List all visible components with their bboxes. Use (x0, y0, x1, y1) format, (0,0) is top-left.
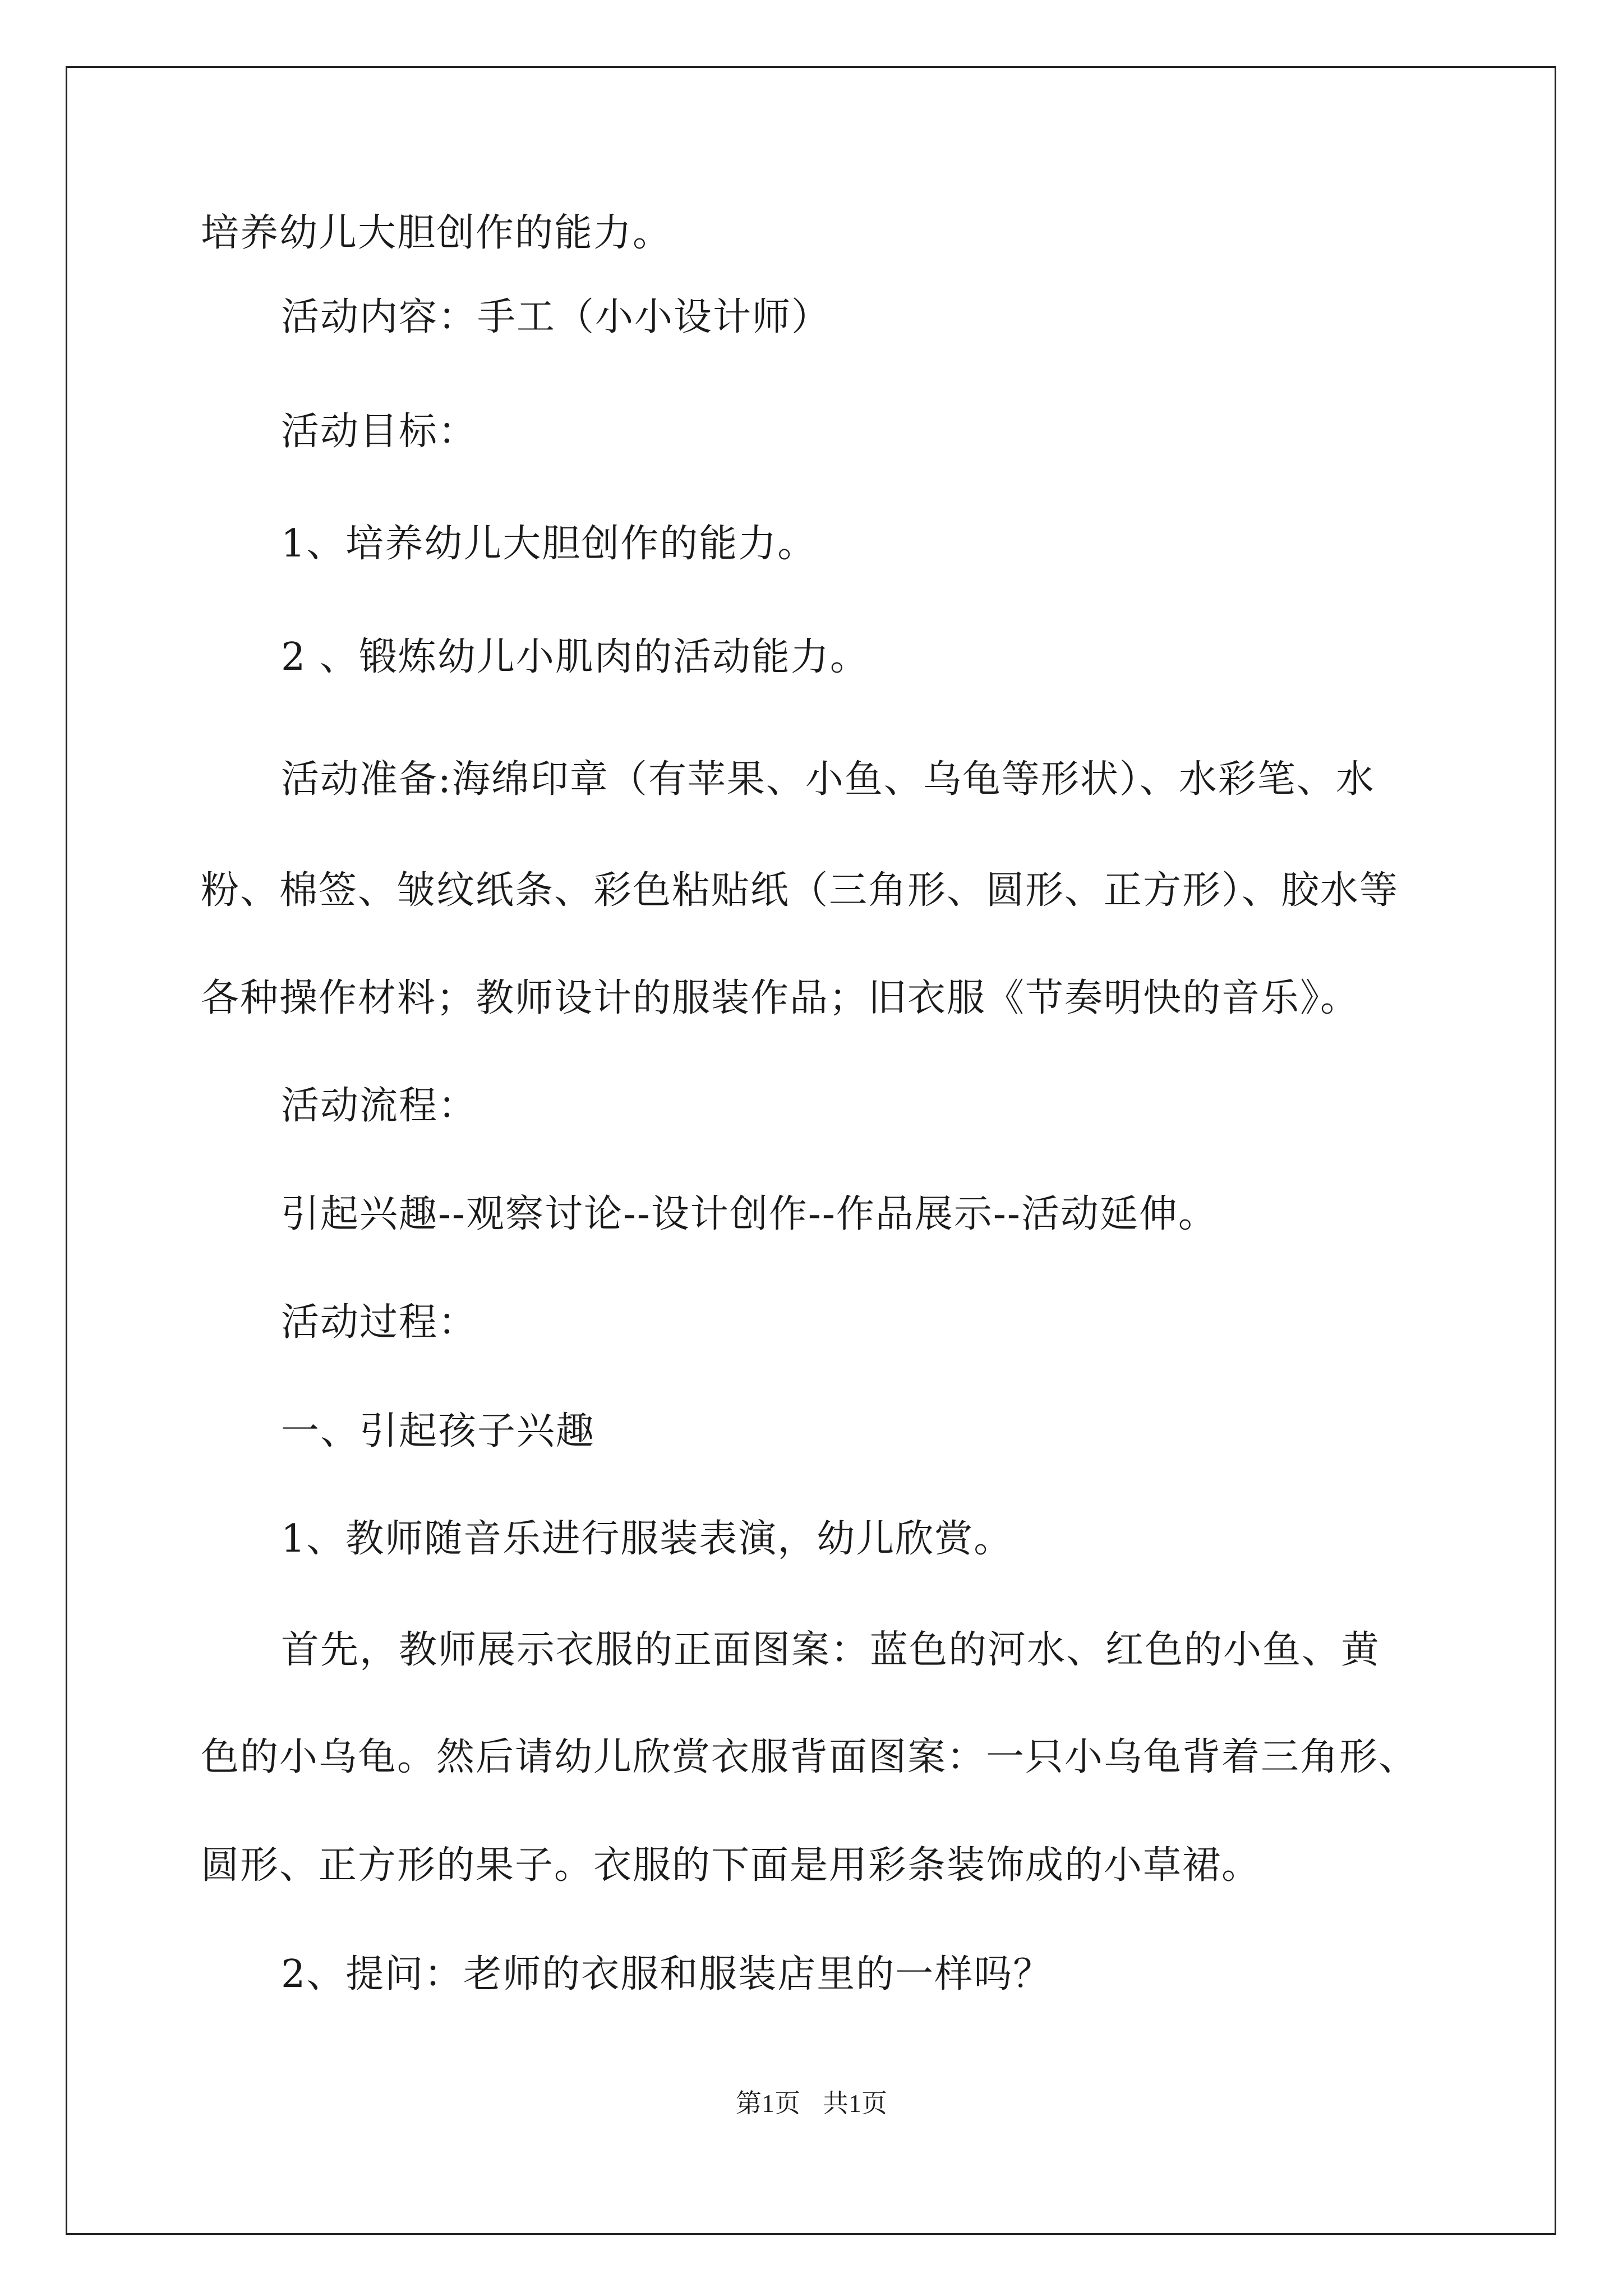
paragraph-line: 引起兴趣--观察讨论--设计创作--作品展示--活动延伸。 (281, 1192, 1218, 1236)
paragraph-line: 活动准备:海绵印章（有苹果、小鱼、乌龟等形状）、水彩笔、水 (281, 757, 1375, 802)
page-border (66, 66, 1556, 2235)
paragraph-line: 各种操作材料；教师设计的服装作品；旧衣服《节奏明快的音乐》。 (201, 976, 1360, 1020)
paragraph-line: 1、培养幼儿大胆创作的能力。 (281, 522, 817, 566)
paragraph-line: 活动过程： (281, 1300, 478, 1345)
paragraph-line: 粉、棉签、皱纹纸条、彩色粘贴纸（三角形、圆形、正方形）、胶水等 (201, 868, 1399, 913)
paragraph-line: 首先，教师展示衣服的正面图案：蓝色的河水、红色的小鱼、黄 (281, 1628, 1381, 1672)
page-footer (0, 2087, 1623, 2120)
paragraph-line: 活动目标： (281, 409, 478, 454)
paragraph-line: 活动内容：手工（小小设计师） (281, 295, 831, 339)
page-total: 共1页 (823, 2089, 887, 2118)
paragraph-line: 圆形、正方形的果子。衣服的下面是用彩条装饰成的小草裙。 (201, 1843, 1261, 1888)
paragraph-line: 培养幼儿大胆创作的能力。 (201, 211, 672, 255)
paragraph-line: 一、引起孩子兴趣 (281, 1409, 596, 1453)
paragraph-line: 活动流程： (281, 1084, 478, 1128)
paragraph-line: 色的小乌龟。然后请幼儿欣赏衣服背面图案：一只小乌龟背着三角形、 (201, 1735, 1418, 1779)
paragraph-line: 2 、锻炼幼儿小肌肉的活动能力。 (281, 635, 869, 679)
paragraph-line: 2、提问：老师的衣服和服装店里的一样吗？ (281, 1952, 1053, 1996)
paragraph-line: 1、教师随音乐进行服装表演，幼儿欣赏。 (281, 1517, 1013, 1561)
page-number: 第1页 (736, 2089, 800, 2118)
